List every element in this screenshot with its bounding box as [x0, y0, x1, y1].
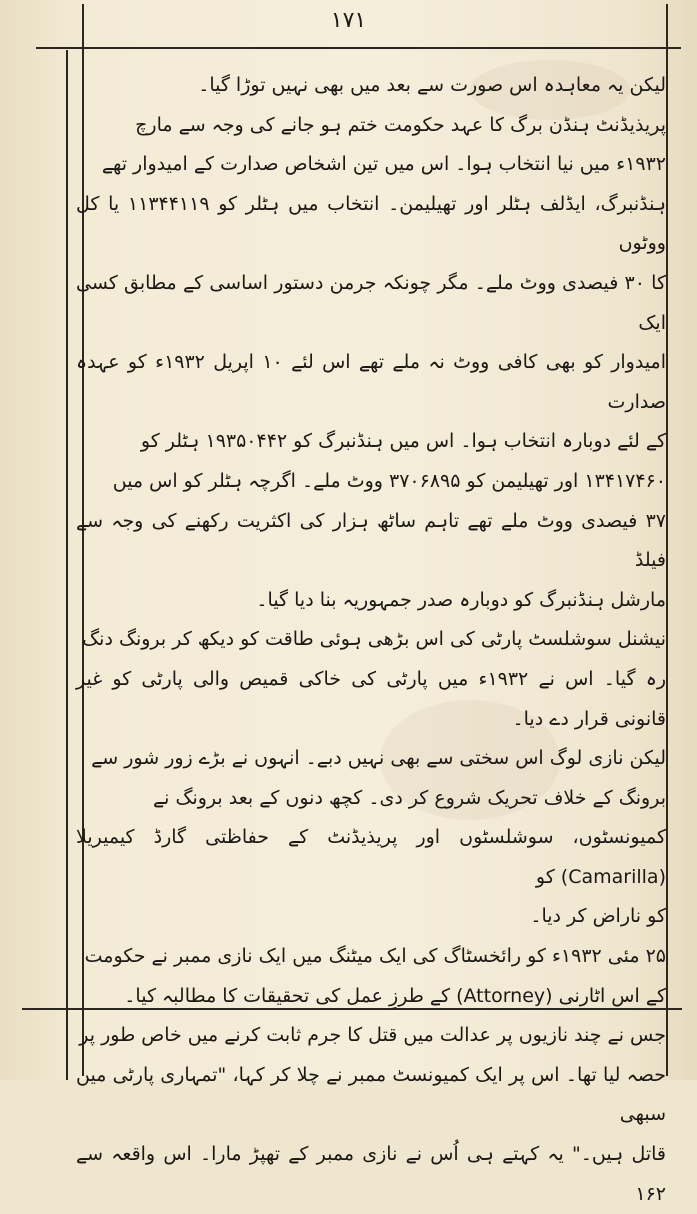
- text-line: حصہ لیا تھا۔ اس پر ایک کمیونسٹ ممبر نے چلا کر کہا، "تمہاری پارٹی میں سبھی: [76, 1063, 666, 1126]
- text-line: کا ۳۰ فیصدی ووٹ ملے۔ مگر چونکہ جرمن دستور اساسی کے مطابق کسی ایک: [76, 271, 667, 334]
- text-line: امیدوار کو بھی کافی ووٹ نہ ملے تھے اس لئے ۱۰ اپریل ۱۹۳۲ء کو عہدہ صدارت: [76, 351, 667, 413]
- text-line: لیکن یہ معاہدہ اس صورت سے بعد میں بھی نہیں توڑا گیا۔: [198, 74, 666, 96]
- text-line: برونگ کے خلاف تحریک شروع کر دی۔ کچھ دنوں کے بعد برونگ نے: [152, 786, 666, 809]
- text-line: پریذیڈنٹ ہنڈن برگ کا عہد حکومت ختم ہو جانے کی وجہ سے مارچ: [135, 113, 666, 136]
- text-line: کو ناراض کر دیا۔: [530, 905, 666, 928]
- text-line: ہنڈنبرگ، ایڈلف ہٹلر اور تھیلیمن۔ انتخاب میں ہٹلر کو ۱۱۳۴۴۱۱۹ یا کل ووٹوں: [76, 192, 667, 255]
- text-line: ۲۵ مئی ۱۹۳۲ء کو رائخسٹاگ کی ایک میٹنگ میں ایک نازی ممبر نے حکومت: [84, 945, 666, 968]
- text-line: کے لئے دوبارہ انتخاب ہوا۔ اس میں ہنڈنبرگ کو ۱۹۳۵۰۴۴۲ ہٹلر کو: [140, 430, 666, 453]
- top-border-rule: [36, 47, 681, 49]
- text-line: لیکن نازی لوگ اس سختی سے بھی نہیں دبے۔ انہوں نے بڑے زور شور سے: [91, 747, 666, 770]
- text-line: قاتل ہیں۔" یہ کہتے ہی اُس نے نازی ممبر کے تھپڑ مارا۔ اس واقعہ سے ۱۶۲: [76, 1143, 666, 1205]
- outer-margin-rule: [666, 4, 668, 1076]
- text-line: کمیونسٹوں، سوشلسٹوں اور پریذیڈنٹ کے حفاظتی گارڈ کیمیریلا (Camarilla) کو: [76, 826, 666, 888]
- page-number: ١٧١: [330, 8, 367, 33]
- text-line: رہ گیا۔ اس نے ۱۹۳۲ء میں پارٹی کی خاکی قمیص والی پارٹی کو غیر قانونی قرار دے دیا۔: [76, 667, 667, 730]
- text-line: نیشنل سوشلسٹ پارٹی کی اس بڑھی ہوئی طاقت کو دیکھ کر برونگ دنگ: [82, 628, 666, 651]
- text-line: ۱۹۳۲ء میں نیا انتخاب ہوا۔ اس میں تین اشخاص صدارت کے امیدوار تھے: [101, 153, 666, 176]
- text-line: جس نے چند نازیوں پر عدالت میں قتل کا جرم ثابت کرنے میں خاص طور پر: [79, 1024, 666, 1047]
- text-line: ۱۳۴۱۷۴۶۰ اور تھیلیمن کو ۳۷۰۶۸۹۵ ووٹ ملے۔ اگرچہ ہٹلر کو اس میں: [112, 469, 666, 492]
- text-line: مارشل ہنڈنبرگ کو دوبارہ صدر جمہوریہ بنا دیا گیا۔: [256, 588, 666, 611]
- left-margin-rule: [66, 50, 68, 1080]
- text-line: کے اس اٹارنی (Attorney) کے طرزِ عمل کی تحقیقات کا مطالبہ کیا۔: [124, 984, 666, 1007]
- body-text: [76, 66, 666, 1214]
- text-line: ۳۷ فیصدی ووٹ ملے تھے تاہم ساٹھ ہزار کی اکثریت رکھنے کی وجہ سے فیلڈ: [76, 509, 666, 572]
